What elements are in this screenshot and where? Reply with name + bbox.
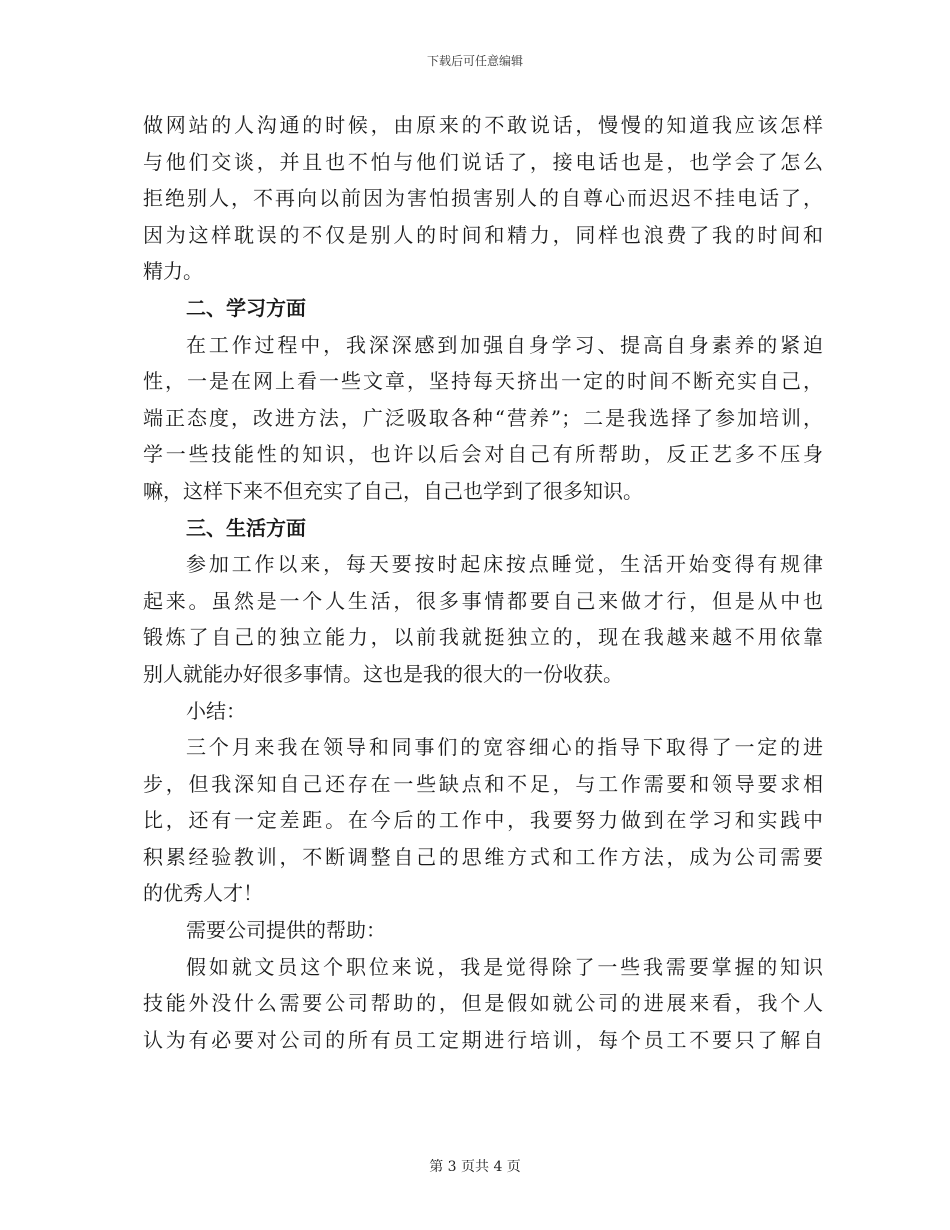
body-line: 步，但我深知自己还存在一些缺点和不足，与工作需要和领导要求相 [143,771,823,796]
body-line: 参加工作以来，每天要按时起床按点睡觉，生活开始变得有规律 [186,552,823,577]
body-line: 起来。虽然是一个人生活，很多事情都要自己来做才行，但是从中也 [143,588,823,613]
body-line: 技能外没什么需要公司帮助的，但是假如就公司的进展来看，我个人 [143,991,823,1016]
body-line: 三个月来我在领导和同事们的宽容细心的指导下取得了一定的进 [186,735,823,760]
body-line: 学一些技能性的知识，也许以后会对自己有所帮助，反正艺多不压身 [143,442,823,467]
help-needed-label: 需要公司提供的帮助： [186,918,386,943]
body-line: 的优秀人才！ [143,881,263,906]
body-line: 积累经验教训，不断调整自己的思维方式和工作方法，成为公司需要 [143,844,823,869]
body-line: 与他们交谈，并且也不怕与他们说话了，接电话也是，也学会了怎么 [143,149,823,174]
body-line: 精力。 [143,259,203,284]
page-number: 第 3 页共 4 页 [429,1159,521,1175]
body-line: 嘛，这样下来不但充实了自己，自己也学到了很多知识。 [143,478,643,503]
body-line: 端正态度，改进方法，广泛吸取各种“营养”；二是我选择了参加培训， [143,405,823,430]
summary-label: 小结： [186,698,246,723]
section-heading-life: 三、生活方面 [186,515,306,540]
body-line: 拒绝别人，不再向以前因为害怕损害别人的自尊心而迟迟不挂电话了， [143,186,823,211]
body-line: 在工作过程中，我深深感到加强自身学习、提高自身素养的紧迫 [186,332,823,357]
body-line: 做网站的人沟通的时候，由原来的不敢说话，慢慢的知道我应该怎样 [143,113,823,137]
body-line: 假如就文员这个职位来说，我是觉得除了一些我需要掌握的知识 [186,954,823,979]
body-line: 认为有必要对公司的所有员工定期进行培训，每个员工不要只了解自 [143,1027,823,1052]
body-line: 性，一是在网上看一些文章，坚持每天挤出一定的时间不断充实自己， [143,369,823,394]
page-header: 下载后可任意编辑 [426,54,523,68]
body-line: 因为这样耽误的不仅是别人的时间和精力，同样也浪费了我的时间和 [143,222,823,247]
document-body [143,107,823,1058]
body-line: 别人就能办好很多事情。这也是我的很大的一份收获。 [143,661,623,686]
body-line: 比，还有一定差距。在今后的工作中，我要努力做到在学习和实践中 [143,808,823,833]
section-heading-study: 二、学习方面 [186,295,306,320]
body-line: 锻炼了自己的独立能力，以前我就挺独立的，现在我越来越不用依靠 [143,625,823,650]
